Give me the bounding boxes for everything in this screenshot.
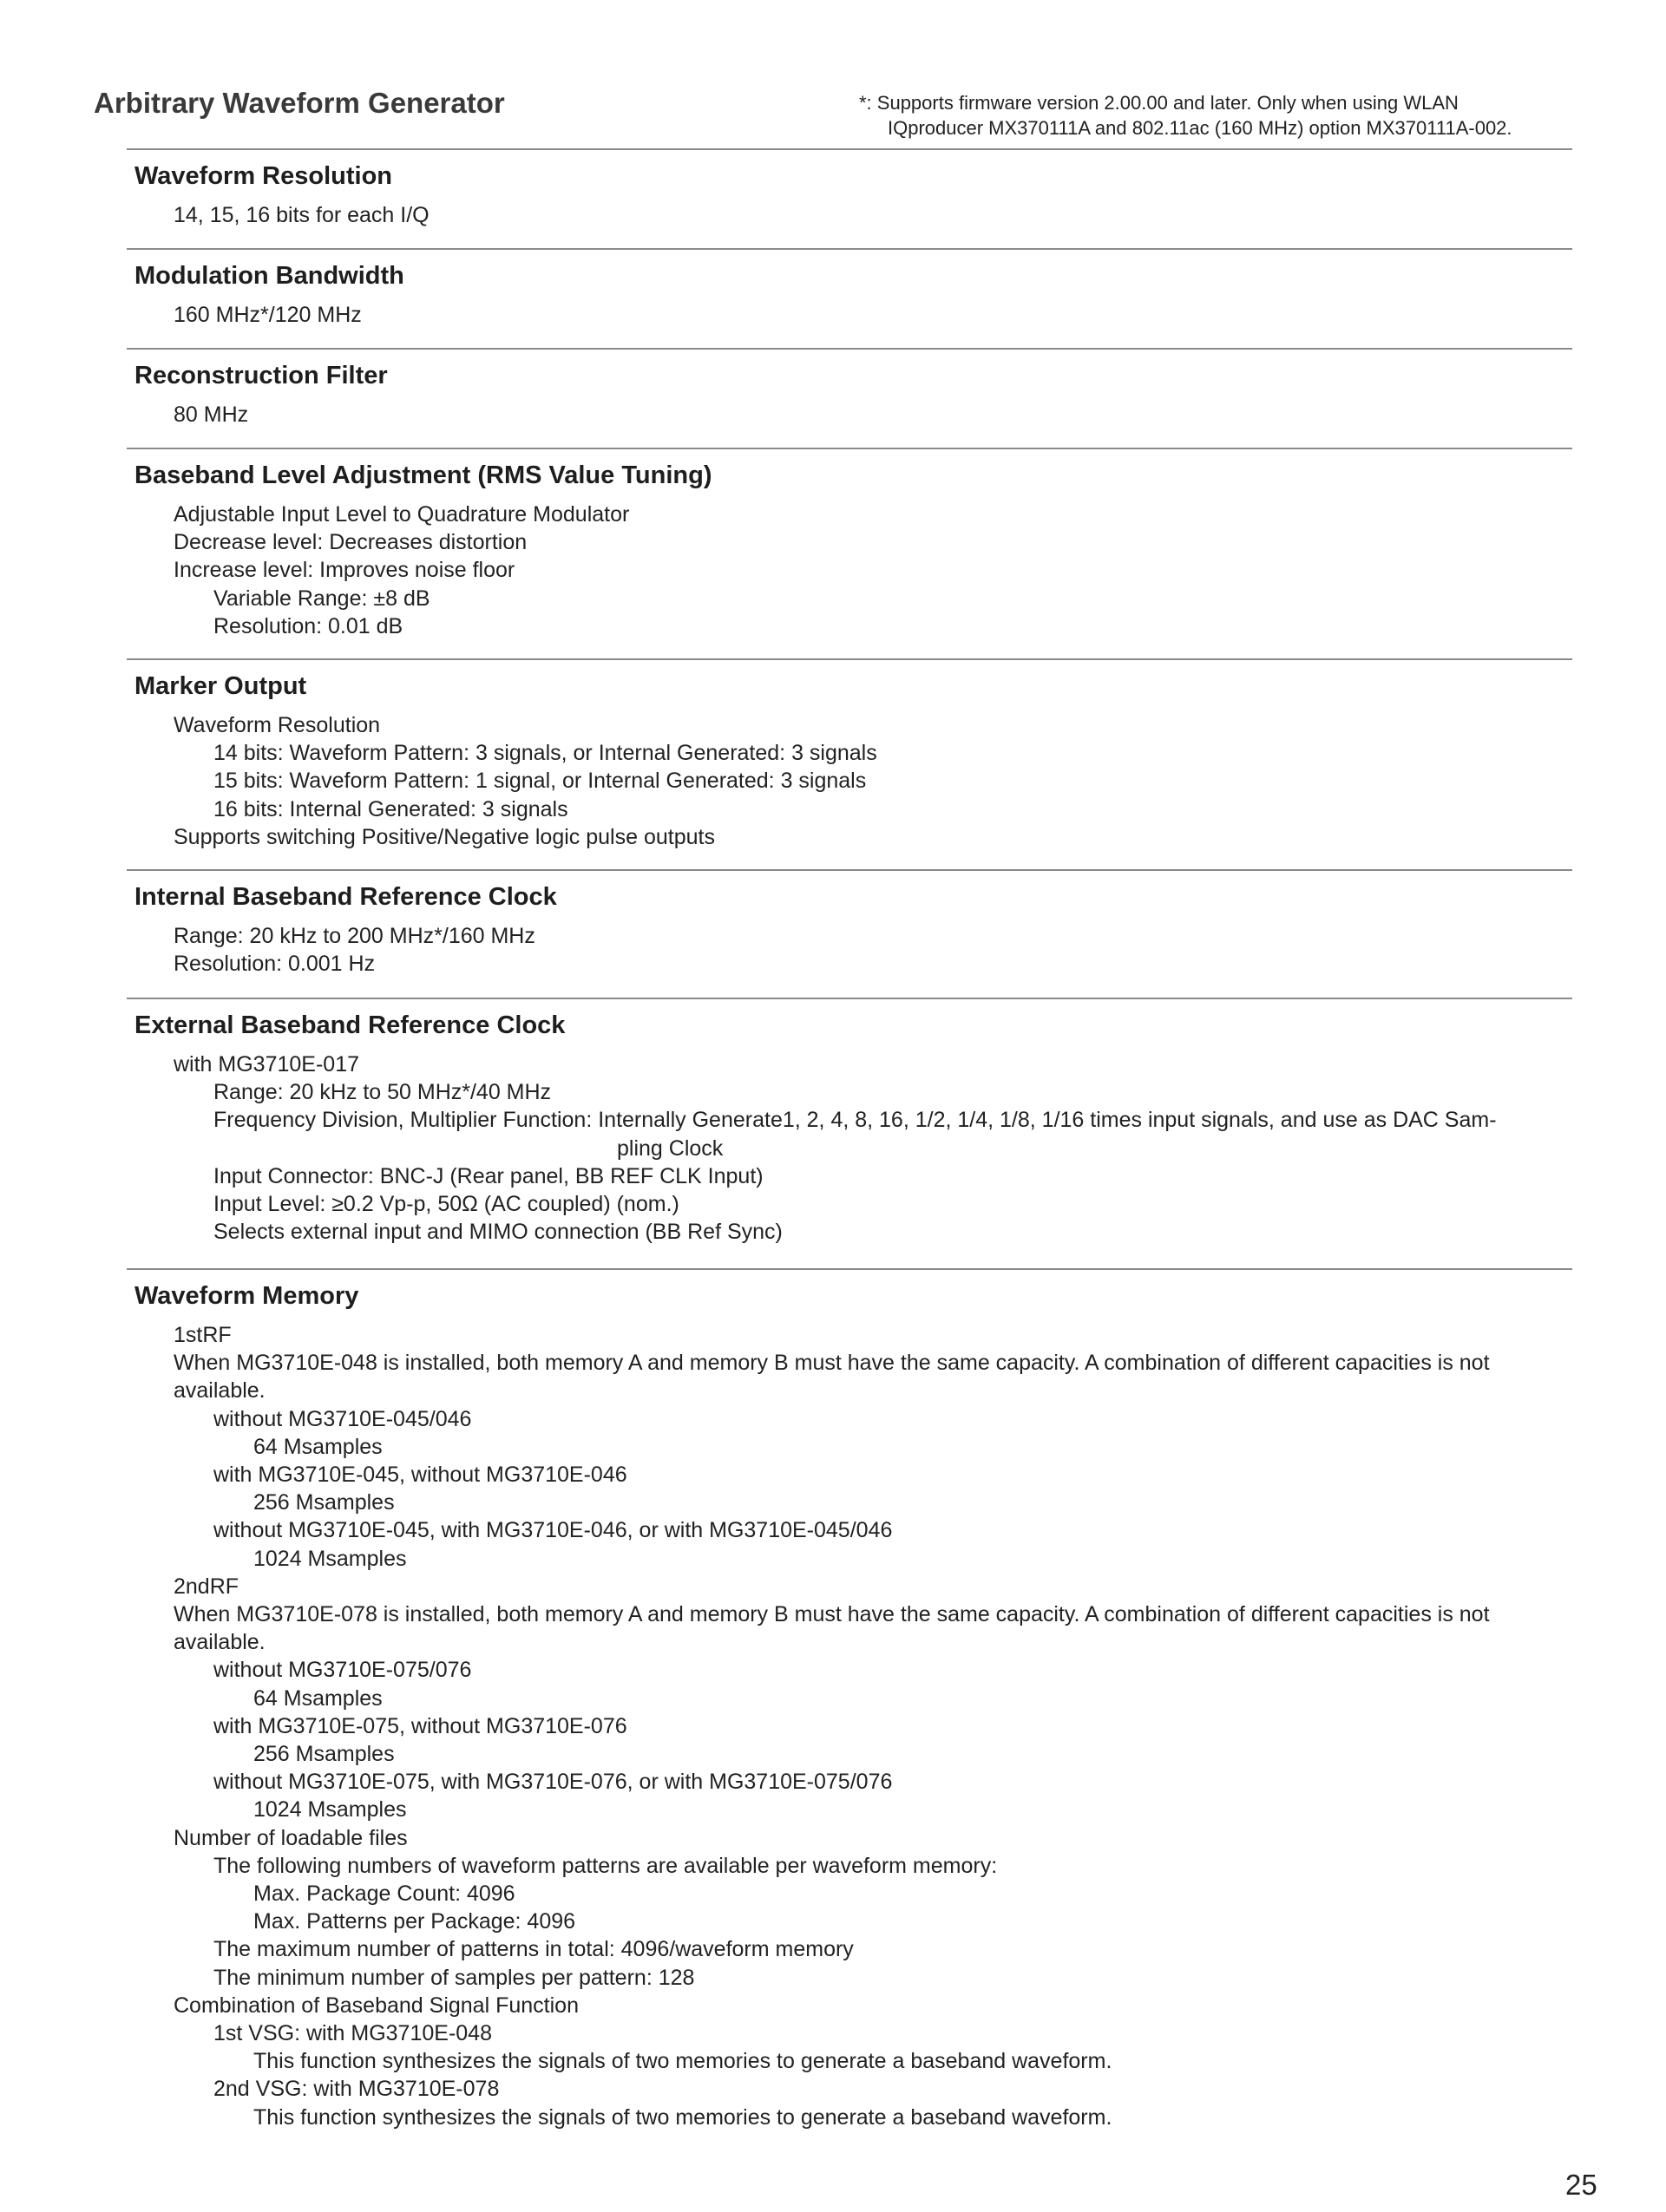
section-heading-waveform-memory: Waveform Memory [134,1282,359,1310]
section-body-marker-output [174,711,1562,851]
spec-line-continued [174,1135,1562,1162]
spec-line: 64 Msamples [253,1685,383,1711]
spec-line: This function synthesizes the signals of two memories to generate a baseband waveform. [253,2049,1112,2074]
spec-line: 1stRF [174,1323,232,1347]
spec-line: Variable Range: ±8 dB [213,586,430,611]
spec-line: The minimum number of samples per pattern: 128 [213,1965,695,1990]
spec-line: Frequency Division, Multiplier Function: Internally Generate1, 2, 4, 8, 16, 1/2, 1/4, 1/8, 1/16 times input signals, and use as DAC Sam- [213,1108,1497,1133]
section-body-waveform-memory [174,1321,1562,2131]
section-divider [127,448,1572,449]
spec-line: with MG3710E-075, without MG3710E-076 [213,1713,627,1738]
section-heading-waveform-resolution: Waveform Resolution [134,162,393,190]
section-body-reconstruction-filter [174,401,1562,429]
spec-line: 2ndRF [174,1574,239,1599]
spec-line: Increase level: Improves noise floor [174,558,515,583]
spec-line: The following numbers of waveform patterns are available per waveform memory: [213,1853,998,1878]
section-divider [127,1268,1572,1270]
spec-line: 256 Msamples [253,1490,395,1515]
spec-line: The maximum number of patterns in total: 4096/waveform memory [213,1937,854,1962]
spec-line: 80 MHz [174,402,249,427]
page-number: 25 [1565,2169,1597,2201]
spec-line: without MG3710E-075/076 [213,1658,472,1683]
footnote-line: IQproducer MX370111A and 802.11ac (160 MHz) option MX370111A-002. [888,117,1512,139]
spec-line: 14 bits: Waveform Pattern: 3 signals, or Internal Generated: 3 signals [213,741,877,766]
spec-line: Input Connector: BNC-J (Rear panel, BB REF CLK Input) [213,1163,764,1188]
section-divider [127,869,1572,871]
spec-paragraph: When MG3710E-078 is installed, both memory A and memory B must have the same capacity. A combination of different capacities is not available. [174,1602,1490,1655]
section-body-waveform-resolution [174,201,1562,229]
spec-line: 256 Msamples [253,1742,395,1767]
spec-line: Number of loadable files [174,1825,408,1850]
section-divider [127,148,1572,150]
page-title: Arbitrary Waveform Generator [94,87,505,119]
spec-line: Selects external input and MIMO connection (BB Ref Sync) [213,1220,783,1245]
spec-line: without MG3710E-045, with MG3710E-046, or with MG3710E-045/046 [213,1518,893,1543]
spec-line: Resolution: 0.001 Hz [174,952,376,977]
section-divider [127,998,1572,999]
section-body-baseband-level [174,501,1562,640]
section-heading-baseband-level: Baseband Level Adjustment (RMS Value Tuning) [134,461,712,489]
spec-line: Max. Patterns per Package: 4096 [253,1909,576,1934]
spec-line: 1st VSG: with MG3710E-048 [213,2021,492,2046]
spec-line: Resolution: 0.01 dB [213,613,403,638]
section-heading-modulation-bandwidth: Modulation Bandwidth [134,262,404,290]
section-heading-internal-clock: Internal Baseband Reference Clock [134,883,557,911]
spec-line: 1024 Msamples [253,1797,407,1823]
spec-line: Adjustable Input Level to Quadrature Modulator [174,502,630,527]
spec-line: Max. Package Count: 4096 [253,1882,515,1907]
spec-line-continuation: pling Clock [617,1135,724,1161]
spec-line: Range: 20 kHz to 200 MHz*/160 MHz [174,924,535,948]
section-heading-external-clock: External Baseband Reference Clock [134,1011,566,1039]
spec-line: Combination of Baseband Signal Function [174,1993,579,2018]
spec-line: 64 Msamples [253,1434,383,1459]
spec-line: 1024 Msamples [253,1546,407,1571]
spec-line: This function synthesizes the signals of two memories to generate a baseband waveform. [253,2104,1112,2130]
spec-line: 160 MHz*/120 MHz [174,303,362,327]
spec-line: without MG3710E-045/046 [213,1406,472,1431]
firmware-footnote [859,90,1512,141]
spec-line: 14, 15, 16 bits for each I/Q [174,203,430,227]
section-divider [127,348,1572,350]
spec-line: 16 bits: Internal Generated: 3 signals [213,796,568,821]
spec-line: 15 bits: Waveform Pattern: 1 signal, or Internal Generated: 3 signals [213,769,867,794]
spec-line: with MG3710E-045, without MG3710E-046 [213,1463,627,1488]
section-divider [127,658,1572,660]
section-heading-marker-output: Marker Output [134,672,307,700]
spec-line: Supports switching Positive/Negative logic pulse outputs [174,824,715,849]
section-body-external-clock [174,1050,1562,1246]
section-heading-reconstruction-filter: Reconstruction Filter [134,362,388,389]
spec-line: 2nd VSG: with MG3710E-078 [213,2077,500,2102]
spec-line: Waveform Resolution [174,713,381,737]
section-body-modulation-bandwidth [174,301,1562,329]
footnote-line: *: Supports firmware version 2.00.00 and later. Only when using WLAN [859,92,1459,114]
spec-line: Decrease level: Decreases distortion [174,530,528,555]
section-body-internal-clock [174,922,1562,978]
spec-paragraph: When MG3710E-048 is installed, both memory A and memory B must have the same capacity. A combination of different capacities is not available. [174,1351,1490,1404]
spec-line: without MG3710E-075, with MG3710E-076, or with MG3710E-075/076 [213,1770,893,1795]
spec-line: Input Level: ≥0.2 Vp-p, 50Ω (AC coupled) (nom.) [213,1192,679,1217]
spec-line: with MG3710E-017 [174,1052,360,1077]
spec-line: Range: 20 kHz to 50 MHz*/40 MHz [213,1080,552,1105]
section-divider [127,248,1572,250]
